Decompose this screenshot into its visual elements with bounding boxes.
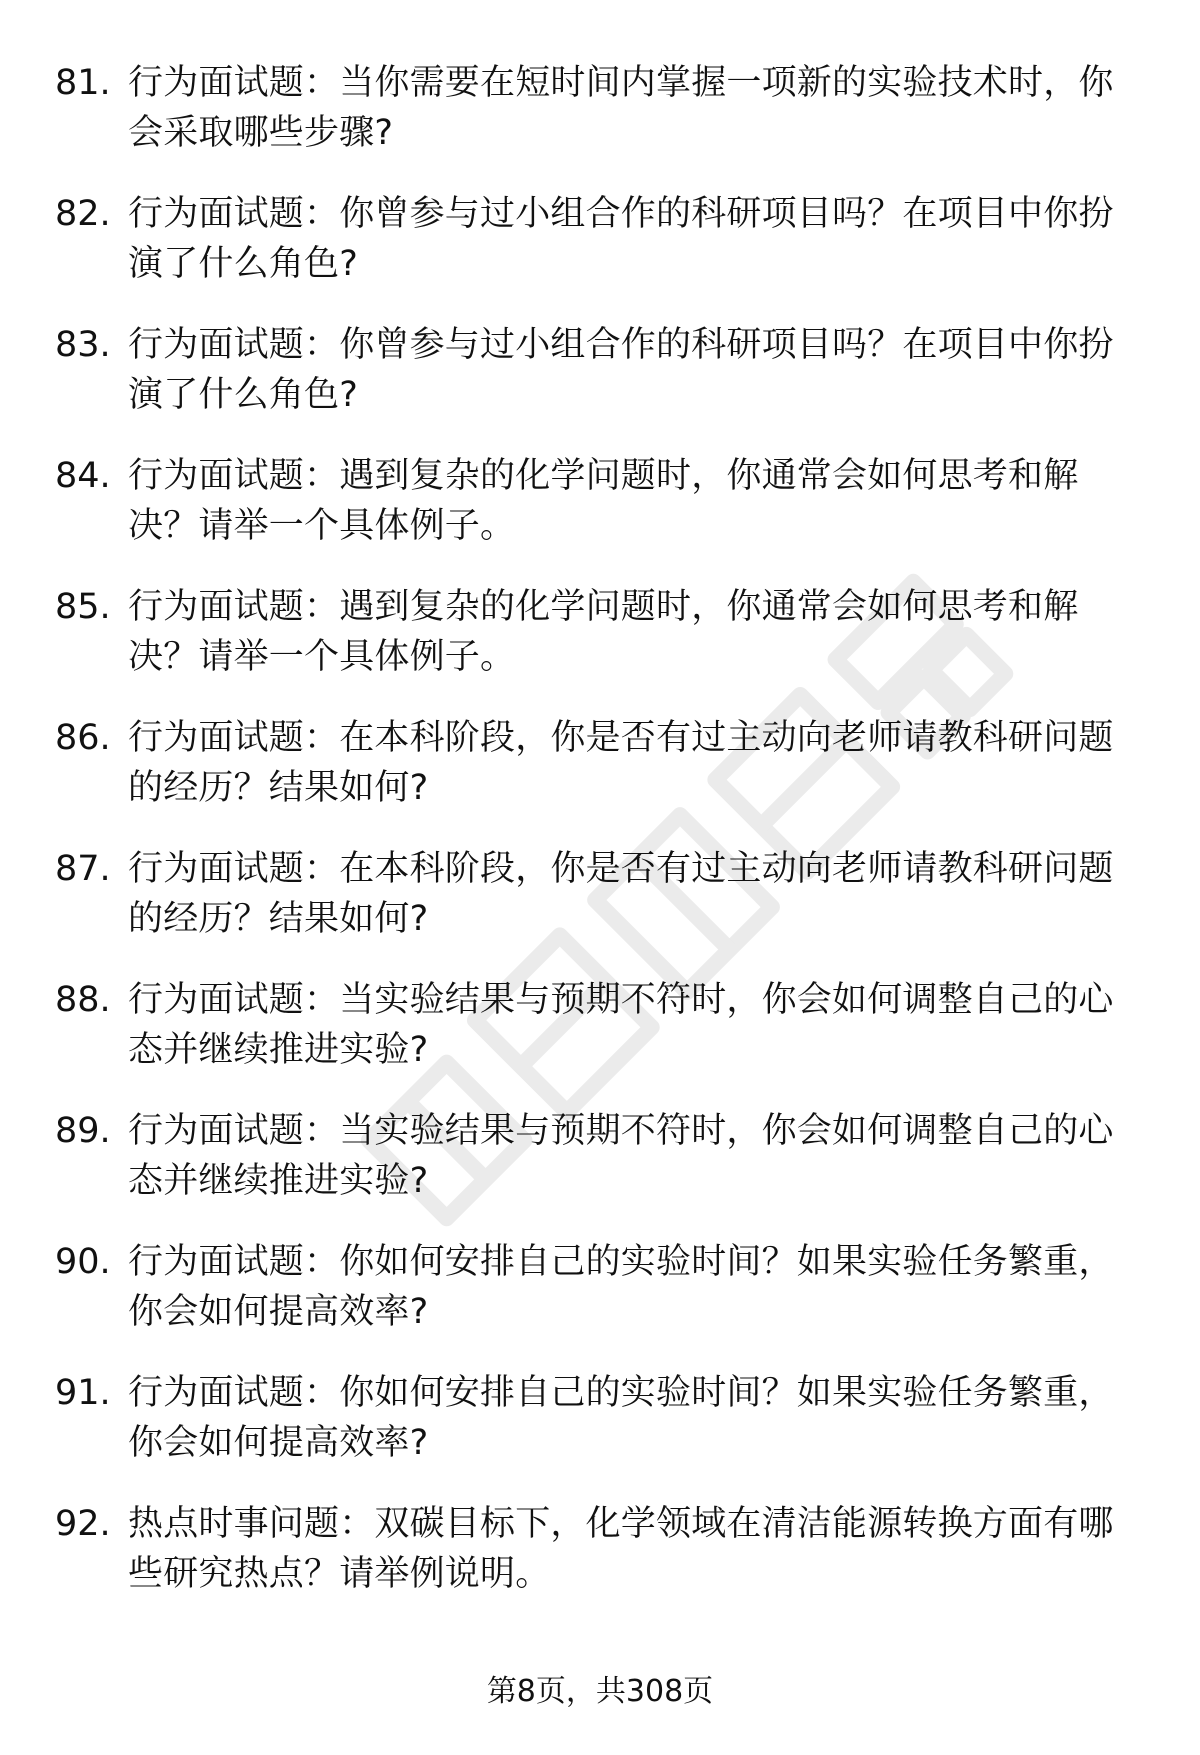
- question-number: 89.: [55, 1111, 111, 1151]
- question-line: 行为面试题：当实验结果与预期不符时，你会如何调整自己的心: [128, 980, 1114, 1020]
- question-text: [128, 975, 1148, 1075]
- question-text: [128, 582, 1148, 682]
- question-item: [0, 582, 1200, 713]
- question-line: 态并继续推进实验?: [128, 1030, 429, 1070]
- question-number: 81.: [55, 63, 111, 103]
- question-list: [0, 58, 1200, 1630]
- page-footer: 第8页，共308页: [486, 1674, 714, 1709]
- question-number: 82.: [55, 194, 111, 234]
- question-number: 83.: [55, 325, 111, 365]
- question-text: [128, 713, 1148, 813]
- question-line: 行为面试题：当你需要在短时间内掌握一项新的实验技术时，你: [128, 63, 1114, 103]
- question-line: 决？请举一个具体例子。: [128, 506, 516, 546]
- question-item: [0, 451, 1200, 582]
- question-text: [128, 1368, 1148, 1468]
- question-number: 92.: [55, 1504, 111, 1544]
- question-item: [0, 189, 1200, 320]
- question-line: 行为面试题：在本科阶段，你是否有过主动向老师请教科研问题: [128, 849, 1114, 889]
- question-line: 行为面试题：你如何安排自己的实验时间？如果实验任务繁重，: [128, 1242, 1114, 1282]
- question-number: 85.: [55, 587, 111, 627]
- question-line: 行为面试题：你曾参与过小组合作的科研项目吗？在项目中你扮: [128, 194, 1114, 234]
- question-line: 的经历？结果如何?: [128, 768, 429, 808]
- question-line: 行为面试题：当实验结果与预期不符时，你会如何调整自己的心: [128, 1111, 1114, 1151]
- question-line: 行为面试题：遇到复杂的化学问题时，你通常会如何思考和解: [128, 456, 1079, 496]
- question-line: 会采取哪些步骤?: [128, 113, 394, 153]
- question-line: 你会如何提高效率?: [128, 1423, 429, 1463]
- question-item: [0, 1106, 1200, 1237]
- question-text: [128, 189, 1148, 289]
- question-text: [128, 844, 1148, 944]
- question-line: 热点时事问题：双碳目标下，化学领域在清洁能源转换方面有哪: [128, 1504, 1114, 1544]
- question-line: 演了什么角色?: [128, 375, 358, 415]
- question-line: 的经历？结果如何?: [128, 899, 429, 939]
- question-line: 决？请举一个具体例子。: [128, 637, 516, 677]
- question-line: 态并继续推进实验?: [128, 1161, 429, 1201]
- question-number: 84.: [55, 456, 111, 496]
- question-number: 86.: [55, 718, 111, 758]
- question-text: [128, 1499, 1148, 1599]
- question-item: [0, 975, 1200, 1106]
- question-line: 你会如何提高效率?: [128, 1292, 429, 1332]
- question-text: [128, 1106, 1148, 1206]
- question-item: [0, 1368, 1200, 1499]
- question-number: 90.: [55, 1242, 111, 1282]
- question-item: [0, 1499, 1200, 1630]
- question-line: 行为面试题：在本科阶段，你是否有过主动向老师请教科研问题: [128, 718, 1114, 758]
- question-line: 行为面试题：你曾参与过小组合作的科研项目吗？在项目中你扮: [128, 325, 1114, 365]
- question-text: [128, 58, 1148, 158]
- question-item: [0, 1237, 1200, 1368]
- question-number: 88.: [55, 980, 111, 1020]
- question-text: [128, 1237, 1148, 1337]
- question-item: [0, 58, 1200, 189]
- question-line: 演了什么角色?: [128, 244, 358, 284]
- question-text: [128, 451, 1148, 551]
- question-line: 些研究热点？请举例说明。: [128, 1554, 551, 1594]
- question-number: 91.: [55, 1373, 111, 1413]
- question-item: [0, 713, 1200, 844]
- question-item: [0, 320, 1200, 451]
- question-line: 行为面试题：遇到复杂的化学问题时，你通常会如何思考和解: [128, 587, 1079, 627]
- question-number: 87.: [55, 849, 111, 889]
- question-item: [0, 844, 1200, 975]
- question-text: [128, 320, 1148, 420]
- question-line: 行为面试题：你如何安排自己的实验时间？如果实验任务繁重，: [128, 1373, 1114, 1413]
